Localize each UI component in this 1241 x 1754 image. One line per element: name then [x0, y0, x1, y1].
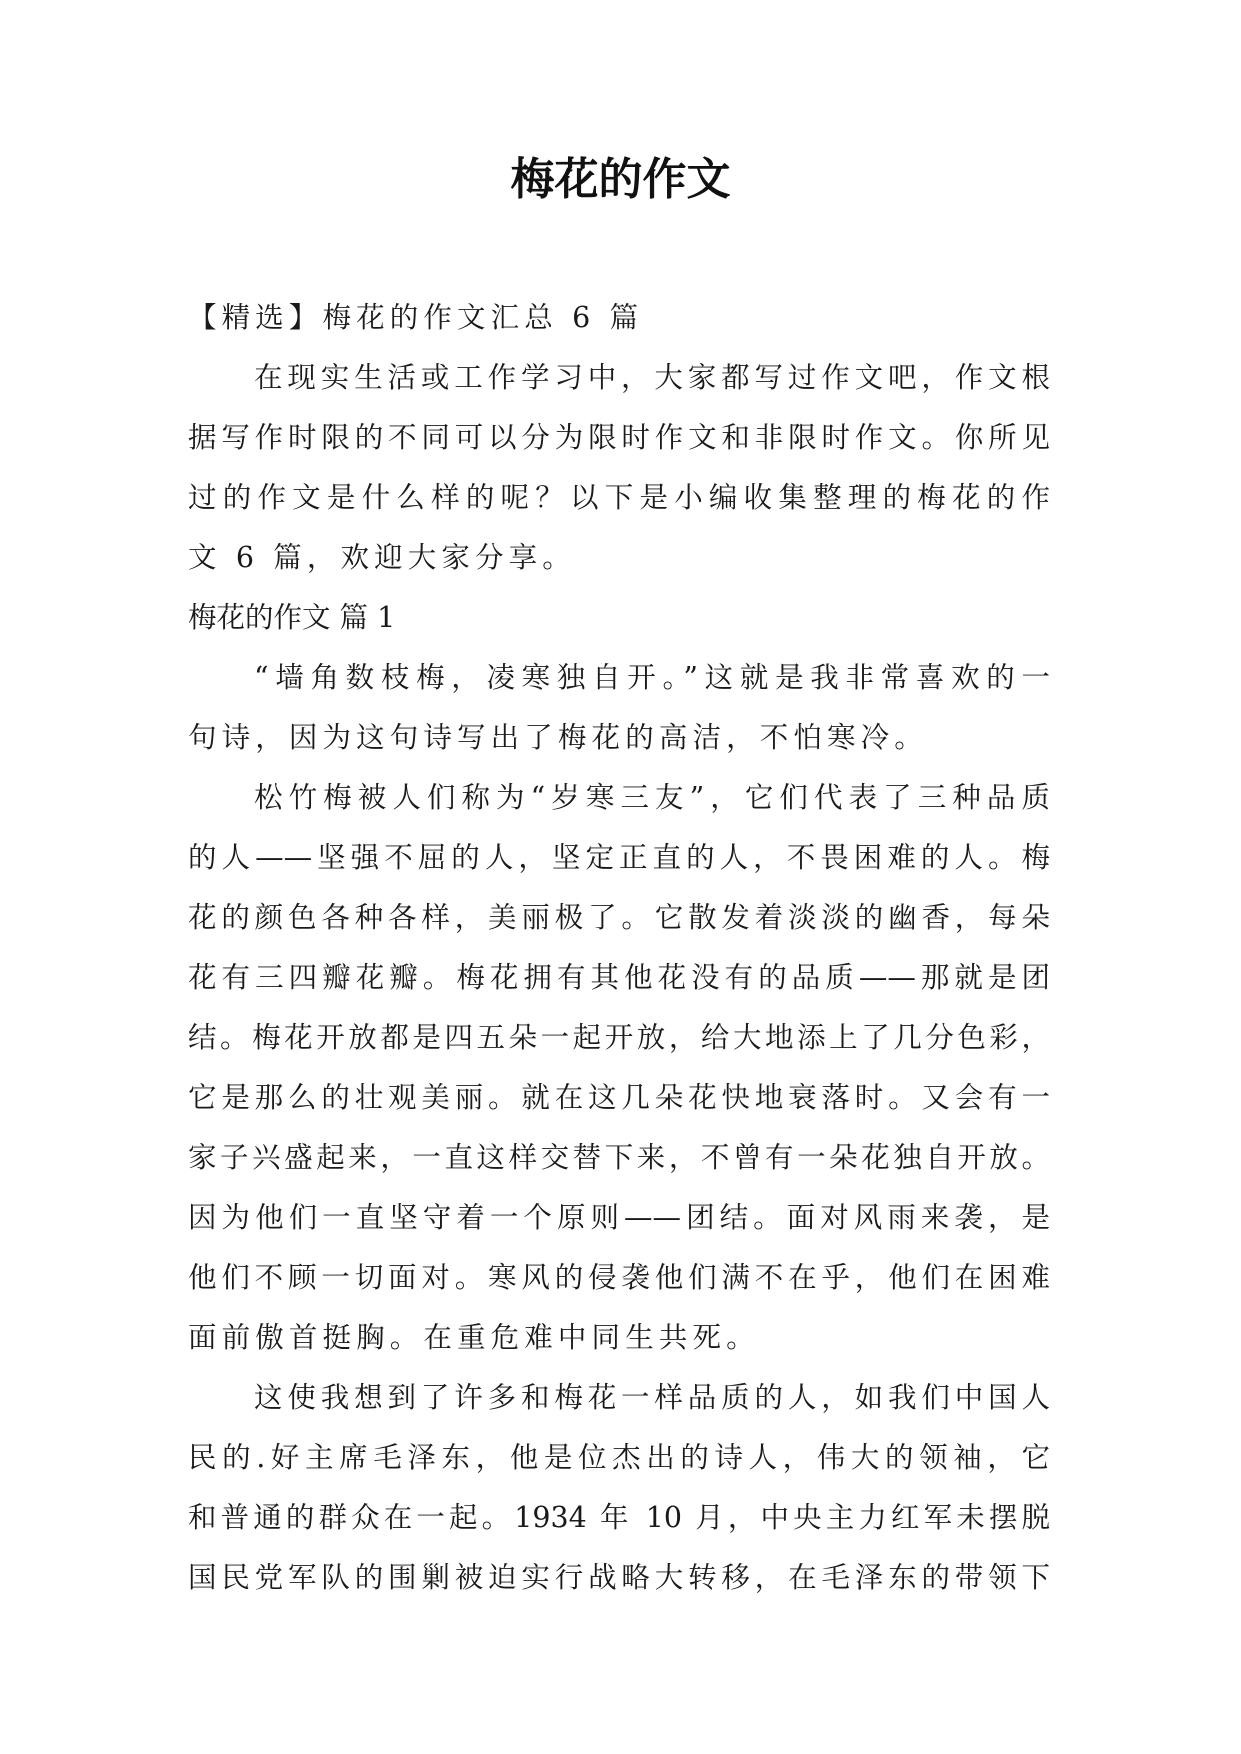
paragraph-line: 他们不顾一切面对。寒风的侵袭他们满不在乎，他们在困难 — [188, 1261, 1050, 1294]
paragraph-line: 面前傲首挺胸。在重危难中同生共死。 — [188, 1321, 760, 1354]
paragraph-line: 过的作文是什么样的呢？以下是小编收集整理的梅花的作 — [188, 481, 1050, 514]
paragraph-line: 国民党军队的围剿被迫实行战略大转移，在毛泽东的带领下 — [188, 1561, 1050, 1594]
paragraph-line: 和普通的群众在一起。1934 年 10 月，中央主力红军未摆脱 — [188, 1501, 1050, 1534]
paragraph-line: 文 6 篇，欢迎大家分享。 — [188, 541, 576, 574]
paragraph-line: 民的.好主席毛泽东，他是位杰出的诗人，伟大的领袖，它 — [188, 1441, 1050, 1474]
paragraph-line: 花有三四瓣花瓣。梅花拥有其他花没有的品质——那就是团 — [188, 961, 1050, 994]
paragraph-line: 它是那么的壮观美丽。就在这几朵花快地衰落时。又会有一 — [188, 1081, 1050, 1114]
paragraph-line: 结。梅花开放都是四五朵一起开放，给大地添上了几分色彩， — [188, 1021, 1050, 1054]
paragraph-line: 因为他们一直坚守着一个原则——团结。面对风雨来袭，是 — [188, 1201, 1050, 1234]
paragraph-line: 句诗，因为这句诗写出了梅花的高洁，不怕寒冷。 — [188, 721, 928, 754]
paragraph-line: 家子兴盛起来，一直这样交替下来，不曾有一朵花独自开放。 — [188, 1141, 1050, 1174]
paragraph-line: 这使我想到了许多和梅花一样品质的人，如我们中国人 — [254, 1381, 1050, 1414]
document-title: 梅花的作文 — [510, 154, 731, 205]
paragraph-line: “墙角数枝梅，凌寒独自开。”这就是我非常喜欢的一 — [254, 661, 1050, 694]
paragraph-line: 据写作时限的不同可以分为限时作文和非限时作文。你所见 — [188, 421, 1050, 454]
paragraph-line: 松竹梅被人们称为“岁寒三友”，它们代表了三种品质 — [254, 781, 1050, 814]
document-subtitle: 【精选】梅花的作文汇总 6 篇 — [188, 301, 644, 334]
document-body — [188, 288, 1050, 1608]
paragraph-line: 花的颜色各种各样，美丽极了。它散发着淡淡的幽香，每朵 — [188, 901, 1050, 934]
paragraph-line: 在现实生活或工作学习中，大家都写过作文吧，作文根 — [254, 361, 1050, 394]
paragraph-line: 的人——坚强不屈的人，坚定正直的人，不畏困难的人。梅 — [188, 841, 1050, 874]
section-heading: 梅花的作文 篇 1 — [188, 601, 396, 634]
